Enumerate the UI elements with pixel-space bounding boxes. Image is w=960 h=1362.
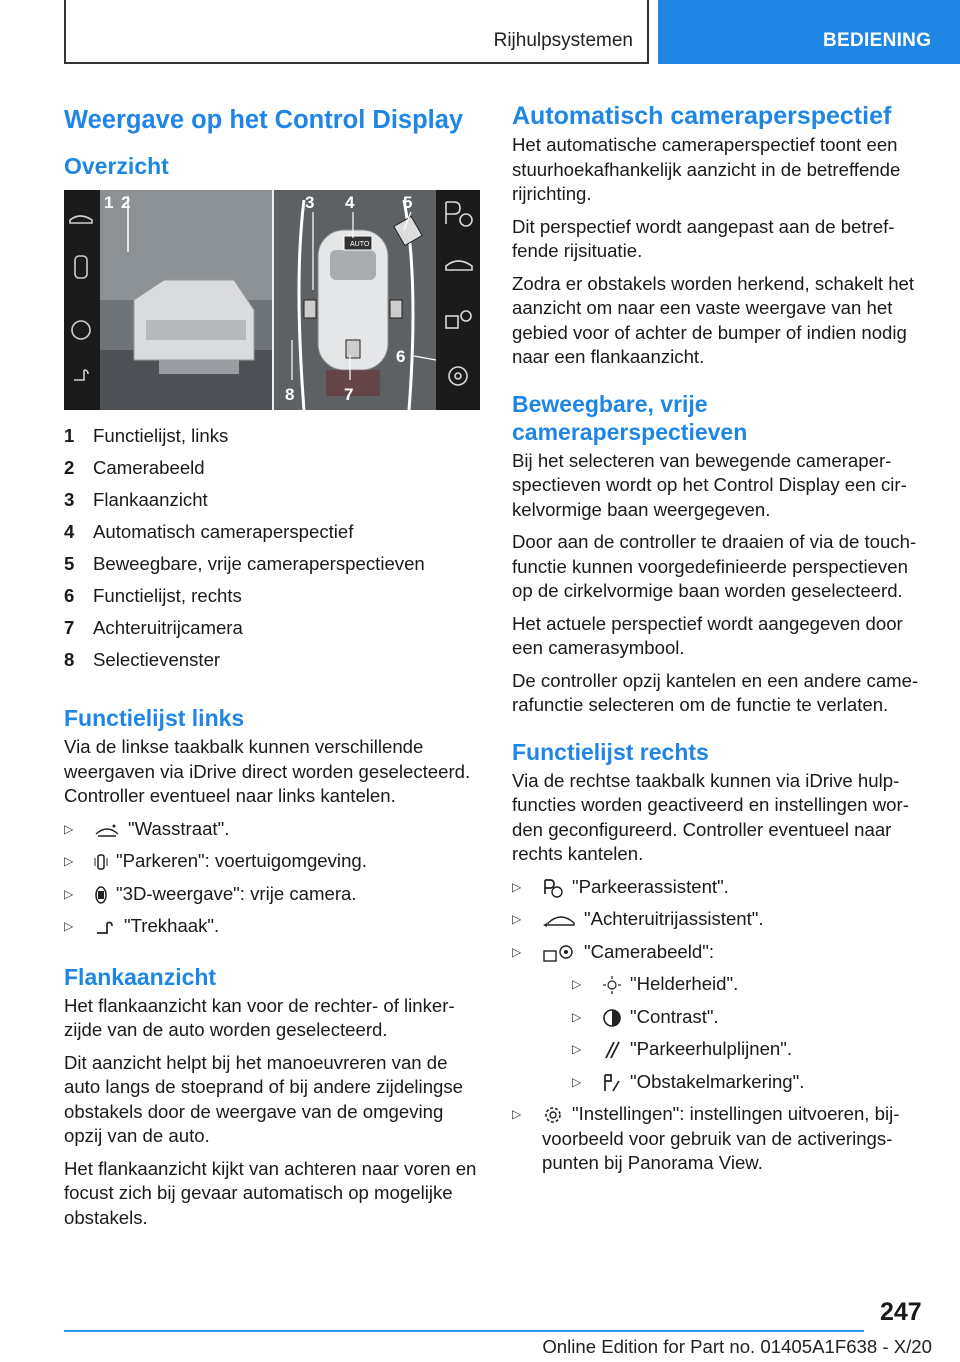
figure-legend bbox=[64, 420, 480, 676]
flank-heading: Flankaanzicht bbox=[64, 963, 217, 990]
section-title: Rijhulpsystemen bbox=[493, 30, 633, 51]
list-item: ▷ "Contrast". bbox=[572, 1005, 719, 1027]
list-item: ▷ "Parkeerassistent". bbox=[512, 875, 729, 897]
funclist-right-heading: Functielijst rechts bbox=[512, 738, 709, 765]
left-column bbox=[64, 98, 480, 1238]
camera-sub-items bbox=[572, 972, 932, 1094]
list-item: ▷ "Achteruitrijassistent". bbox=[512, 908, 764, 929]
page-number: 247 bbox=[880, 1298, 922, 1326]
free-heading: Beweegbare, vrije cameraperspectieven bbox=[512, 390, 748, 445]
funclist-right-items bbox=[512, 875, 932, 1176]
3d-view-icon bbox=[94, 885, 108, 905]
flank-p2: Dit aanzicht helpt bij het manoeuvreren van de auto langs de stoeprand of bij andere zijdelingse obstakels door de weergave van de omgeving opzij van de auto. bbox=[64, 1051, 464, 1146]
auto-p2: Dit perspectief wordt aangepast aan de betreffende rijsituatie. bbox=[512, 215, 895, 261]
camera-view-illustration bbox=[64, 190, 480, 410]
legend-item: 3 Flankaanzicht bbox=[64, 489, 208, 510]
funclist-left-items bbox=[64, 817, 480, 939]
parking-assistant-icon bbox=[542, 878, 564, 898]
parking-lines-icon bbox=[602, 1040, 622, 1060]
car-wash-icon bbox=[94, 822, 120, 838]
legend-item: 8 Selectievenster bbox=[64, 649, 221, 670]
legend-item: 2 Camerabeeld bbox=[64, 457, 205, 478]
free-p3: Het actuele perspectief wordt aangegeven door een camerasymbool. bbox=[512, 612, 903, 658]
callout-1: 1 bbox=[104, 193, 114, 212]
camera-settings-icon bbox=[542, 943, 576, 963]
free-p2: Door aan de controller te draaien of via de touchfunctie kunnen voorgedefinieerde perspectieven op de cirkelvormige baan worden geselecteerd. bbox=[512, 531, 917, 601]
callout-3: 3 bbox=[305, 193, 315, 212]
funclist-right-body: Via de rechtse taakbalk kunnen via iDrive hulpfuncties worden geactiveerd en instellingen worden geconfigureerd. Controller eventueel naar rechts kantelen. bbox=[512, 769, 909, 864]
brightness-icon bbox=[602, 975, 622, 995]
callout-7: 7 bbox=[344, 385, 354, 404]
list-item: ▷ "Parkeerhulplijnen". bbox=[572, 1038, 793, 1059]
list-item: ▷ "Trekhaak". bbox=[64, 915, 220, 936]
right-column bbox=[512, 98, 932, 1184]
legend-item: 4 Automatisch cameraperspectief bbox=[64, 521, 354, 542]
legend-item: 1 Functielijst, links bbox=[64, 425, 229, 446]
list-item: ▷ "Camerabeeld": ▷ "Helderheid". ▷ "Contrast". ▷ "Parkeerhulplijnen". ▷ "Obstakelmarkering". bbox=[512, 940, 932, 1095]
flank-p3: Het flankaanzicht kijkt van achteren naar voren en focust zich bij gevaar automatisch op mogelijke obstakels. bbox=[64, 1157, 477, 1228]
legend-item: 5 Beweegbare, vrije cameraperspectieven bbox=[64, 553, 425, 574]
contrast-icon bbox=[602, 1008, 622, 1028]
settings-gear-icon bbox=[542, 1104, 564, 1126]
reversing-assistant-icon bbox=[542, 911, 576, 929]
edition-footer: Online Edition for Part no. 01405A1F638 - X/20 bbox=[542, 1336, 932, 1357]
funclist-left-heading: Functielijst links bbox=[64, 705, 245, 731]
callout-6: 6 bbox=[396, 347, 406, 366]
header-section-box bbox=[64, 0, 649, 64]
footer-divider bbox=[64, 1330, 864, 1332]
auto-p1: Het automatische cameraperspectief toont een stuurhoekafhankelijk aanzicht in de betreffende rijrichting. bbox=[512, 134, 901, 204]
callout-2: 2 bbox=[121, 193, 131, 212]
list-item: ▷ "3D-weergave": vrije camera. bbox=[64, 882, 357, 904]
callout-4: 4 bbox=[345, 193, 355, 212]
list-item: ▷ "Instellingen": instellingen uitvoeren, bijvoorbeeld voor gebruik van de activeringspunten bij Panorama View. bbox=[512, 1103, 900, 1173]
callout-5: 5 bbox=[403, 193, 413, 212]
funclist-left-body: Via de linkse taakbalk kunnen verschillende weergaven via iDrive direct worden geselecteerd. Controller eventueel naar links kantelen. bbox=[64, 736, 471, 806]
auto-badge: AUTO bbox=[350, 241, 370, 248]
free-p1: Bij het selecteren van bewegende cameraperspectieven wordt op het Control Display een cirkelvormige baan weergegeven. bbox=[512, 449, 907, 520]
control-display-figure bbox=[64, 190, 480, 410]
parking-surroundings-icon bbox=[94, 852, 108, 872]
flank-p1: Het flankaanzicht kan voor de rechter- of linkerzijde van de auto worden geselecteerd. bbox=[64, 994, 455, 1040]
list-item: ▷ "Obstakelmarkering". bbox=[572, 1070, 805, 1092]
list-item: ▷ "Helderheid". bbox=[572, 973, 739, 994]
list-item: ▷ "Wasstraat". bbox=[64, 817, 230, 839]
auto-p3: Zodra er obstakels worden herkend, schakelt het aanzicht om naar een vaste weergave van het gebied voor of achter de bumper of indien nodig naar een flankaanzicht. bbox=[512, 272, 915, 367]
list-item: ▷ "Parkeren": voertuigomgeving. bbox=[64, 850, 367, 871]
overview-heading: Overzicht bbox=[64, 153, 169, 179]
auto-heading: Automatisch cameraperspectief bbox=[512, 102, 892, 130]
page-title: Weergave op het Control Display bbox=[64, 106, 464, 134]
legend-item: 7 Achteruitrijcamera bbox=[64, 617, 243, 638]
chapter-tab: BEDIENING bbox=[658, 0, 960, 64]
tow-hitch-icon bbox=[94, 917, 116, 937]
legend-item: 6 Functielijst, rechts bbox=[64, 585, 242, 606]
callout-8: 8 bbox=[285, 385, 295, 404]
free-p4: De controller opzij kantelen en een andere camerafunctie selecteren om de functie te verlaten. bbox=[512, 669, 919, 715]
obstacle-marking-icon bbox=[602, 1073, 622, 1093]
